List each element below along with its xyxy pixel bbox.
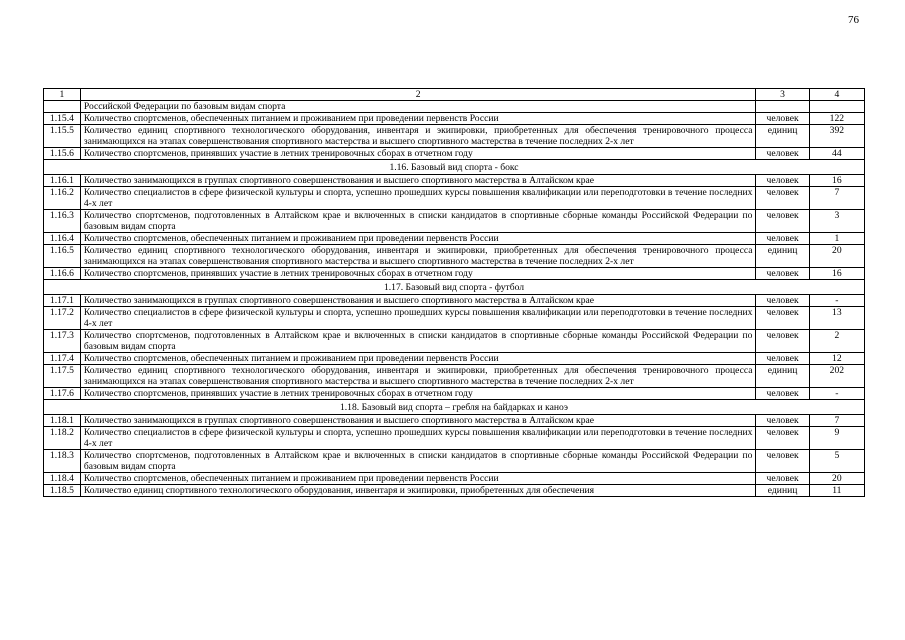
indicator-name: Количество единиц спортивного технологического оборудования, инвентаря и экипировки, приобретенных для обеспечения xyxy=(80,485,756,497)
value: 20 xyxy=(809,473,864,485)
value: 13 xyxy=(809,307,864,330)
indicator-name: Количество спортсменов, обеспеченных питанием и проживанием при проведении первенств России xyxy=(80,233,756,245)
unit: человек xyxy=(756,113,809,125)
unit: единиц xyxy=(756,245,809,268)
indicator-name: Количество единиц спортивного технологического оборудования, инвентаря и экипировки, приобретенных для обеспечения тренировочного процесса занимающихся на этапах совершенствования спортивного мастерства и высшего спортивного мастерства в течение последних 2-х лет xyxy=(80,365,756,388)
section-heading-row xyxy=(44,160,865,175)
row-number: 1.18.2 xyxy=(44,427,81,450)
header-cell-num: 1 xyxy=(44,89,81,101)
unit: единиц xyxy=(756,485,809,497)
row-number: 1.16.5 xyxy=(44,245,81,268)
unit: человек xyxy=(756,148,809,160)
table-row xyxy=(44,295,865,307)
row-number: 1.16.3 xyxy=(44,210,81,233)
section-heading-row xyxy=(44,280,865,295)
unit: человек xyxy=(756,295,809,307)
indicators-table xyxy=(43,88,865,497)
row-number: 1.17.5 xyxy=(44,365,81,388)
table-row xyxy=(44,485,865,497)
table-row xyxy=(44,125,865,148)
table-row xyxy=(44,210,865,233)
indicator-name: Количество единиц спортивного технологического оборудования, инвентаря и экипировки, приобретенных для обеспечения тренировочного процесса занимающихся на этапах совершенствования спортивного мастерства и высшего спортивного мастерства в течение последних 2-х лет xyxy=(80,125,756,148)
row-number: 1.18.1 xyxy=(44,415,81,427)
indicator-name: Количество специалистов в сфере физической культуры и спорта, успешно прошедших курсы повышения квалификации или переподготовки в течение последних 4-х лет xyxy=(80,307,756,330)
indicator-name: Количество спортсменов, принявших участие в летних тренировочных сборах в отчетном году xyxy=(80,268,756,280)
table-row xyxy=(44,175,865,187)
header-cell-value: 4 xyxy=(809,89,864,101)
unit: человек xyxy=(756,388,809,400)
row-number: 1.18.3 xyxy=(44,450,81,473)
unit: человек xyxy=(756,268,809,280)
value: 1 xyxy=(809,233,864,245)
row-number: 1.18.4 xyxy=(44,473,81,485)
row-number: 1.17.3 xyxy=(44,330,81,353)
table-row xyxy=(44,307,865,330)
unit: человек xyxy=(756,210,809,233)
value: 20 xyxy=(809,245,864,268)
page-number: 76 xyxy=(848,14,859,26)
header-cell-name: 2 xyxy=(80,89,756,101)
section-heading: 1.16. Базовый вид спорта - бокс xyxy=(44,160,865,175)
table-row xyxy=(44,187,865,210)
indicator-name: Количество спортсменов, подготовленных в Алтайском крае и включенных в списки кандидатов в спортивные сборные команды Российской Федерации по базовым видам спорта xyxy=(80,330,756,353)
unit: человек xyxy=(756,415,809,427)
value: 16 xyxy=(809,175,864,187)
value: 11 xyxy=(809,485,864,497)
section-heading-row xyxy=(44,400,865,415)
indicator-name: Количество занимающихся в группах спортивного совершенствования и высшего спортивного мастерства в Алтайском крае xyxy=(80,295,756,307)
indicator-name: Количество единиц спортивного технологического оборудования, инвентаря и экипировки, приобретенных для обеспечения тренировочного процесса занимающихся на этапах совершенствования спортивного мастерства и высшего спортивного мастерства в течение последних 2-х лет xyxy=(80,245,756,268)
table-row xyxy=(44,353,865,365)
indicator-name: Количество спортсменов, обеспеченных питанием и проживанием при проведении первенств России xyxy=(80,113,756,125)
table-row xyxy=(44,245,865,268)
row-number: 1.15.5 xyxy=(44,125,81,148)
row-number: 1.17.2 xyxy=(44,307,81,330)
header-cell-unit: 3 xyxy=(756,89,809,101)
row-number: 1.17.4 xyxy=(44,353,81,365)
indicator-name: Количество спортсменов, подготовленных в Алтайском крае и включенных в списки кандидатов в спортивные сборные команды Российской Федерации по базовым видам спорта xyxy=(80,450,756,473)
unit: человек xyxy=(756,187,809,210)
indicator-name: Количество занимающихся в группах спортивного совершенствования и высшего спортивного мастерства в Алтайском крае xyxy=(80,175,756,187)
row-number: 1.18.5 xyxy=(44,485,81,497)
indicator-name: Количество спортсменов, подготовленных в Алтайском крае и включенных в списки кандидатов в спортивные сборные команды Российской Федерации по базовым видам спорта xyxy=(80,210,756,233)
section-heading: 1.18. Базовый вид спорта – гребля на байдарках и каноэ xyxy=(44,400,865,415)
indicator-name: Российской Федерации по базовым видам спорта xyxy=(80,101,756,113)
row-number: 1.16.1 xyxy=(44,175,81,187)
value: 7 xyxy=(809,415,864,427)
indicator-name: Количество специалистов в сфере физической культуры и спорта, успешно прошедших курсы повышения квалификации или переподготовки в течение последних 4-х лет xyxy=(80,187,756,210)
row-number: 1.15.6 xyxy=(44,148,81,160)
indicator-name: Количество спортсменов, принявших участие в летних тренировочных сборах в отчетном году xyxy=(80,148,756,160)
indicator-name: Количество спортсменов, обеспеченных питанием и проживанием при проведении первенств России xyxy=(80,473,756,485)
value: 7 xyxy=(809,187,864,210)
table-row xyxy=(44,415,865,427)
value: - xyxy=(809,295,864,307)
unit: единиц xyxy=(756,365,809,388)
table-row xyxy=(44,113,865,125)
value: 9 xyxy=(809,427,864,450)
table-row xyxy=(44,148,865,160)
table-row xyxy=(44,473,865,485)
row-number: 1.17.1 xyxy=(44,295,81,307)
section-heading: 1.17. Базовый вид спорта - футбол xyxy=(44,280,865,295)
table-header-row xyxy=(44,89,865,101)
value: 5 xyxy=(809,450,864,473)
row-number: 1.16.2 xyxy=(44,187,81,210)
value: 202 xyxy=(809,365,864,388)
row-number: 1.16.6 xyxy=(44,268,81,280)
table-row xyxy=(44,388,865,400)
unit: человек xyxy=(756,473,809,485)
row-number: 1.16.4 xyxy=(44,233,81,245)
unit: человек xyxy=(756,450,809,473)
value: 2 xyxy=(809,330,864,353)
table-row xyxy=(44,101,865,113)
row-number xyxy=(44,101,81,113)
table-row xyxy=(44,365,865,388)
table-row xyxy=(44,330,865,353)
table-row xyxy=(44,233,865,245)
indicator-name: Количество занимающихся в группах спортивного совершенствования и высшего спортивного мастерства в Алтайском крае xyxy=(80,415,756,427)
unit xyxy=(756,101,809,113)
unit: человек xyxy=(756,233,809,245)
unit: человек xyxy=(756,307,809,330)
value: 392 xyxy=(809,125,864,148)
value: 44 xyxy=(809,148,864,160)
indicator-name: Количество спортсменов, обеспеченных питанием и проживанием при проведении первенств России xyxy=(80,353,756,365)
value xyxy=(809,101,864,113)
value: 3 xyxy=(809,210,864,233)
unit: человек xyxy=(756,353,809,365)
table-row xyxy=(44,427,865,450)
row-number: 1.15.4 xyxy=(44,113,81,125)
unit: человек xyxy=(756,175,809,187)
indicator-name: Количество специалистов в сфере физической культуры и спорта, успешно прошедших курсы повышения квалификации или переподготовки в течение последних 4-х лет xyxy=(80,427,756,450)
table-row xyxy=(44,268,865,280)
table-row xyxy=(44,450,865,473)
value: 12 xyxy=(809,353,864,365)
row-number: 1.17.6 xyxy=(44,388,81,400)
value: 16 xyxy=(809,268,864,280)
unit: человек xyxy=(756,330,809,353)
unit: единиц xyxy=(756,125,809,148)
unit: человек xyxy=(756,427,809,450)
value: 122 xyxy=(809,113,864,125)
indicator-name: Количество спортсменов, принявших участие в летних тренировочных сборах в отчетном году xyxy=(80,388,756,400)
value: - xyxy=(809,388,864,400)
